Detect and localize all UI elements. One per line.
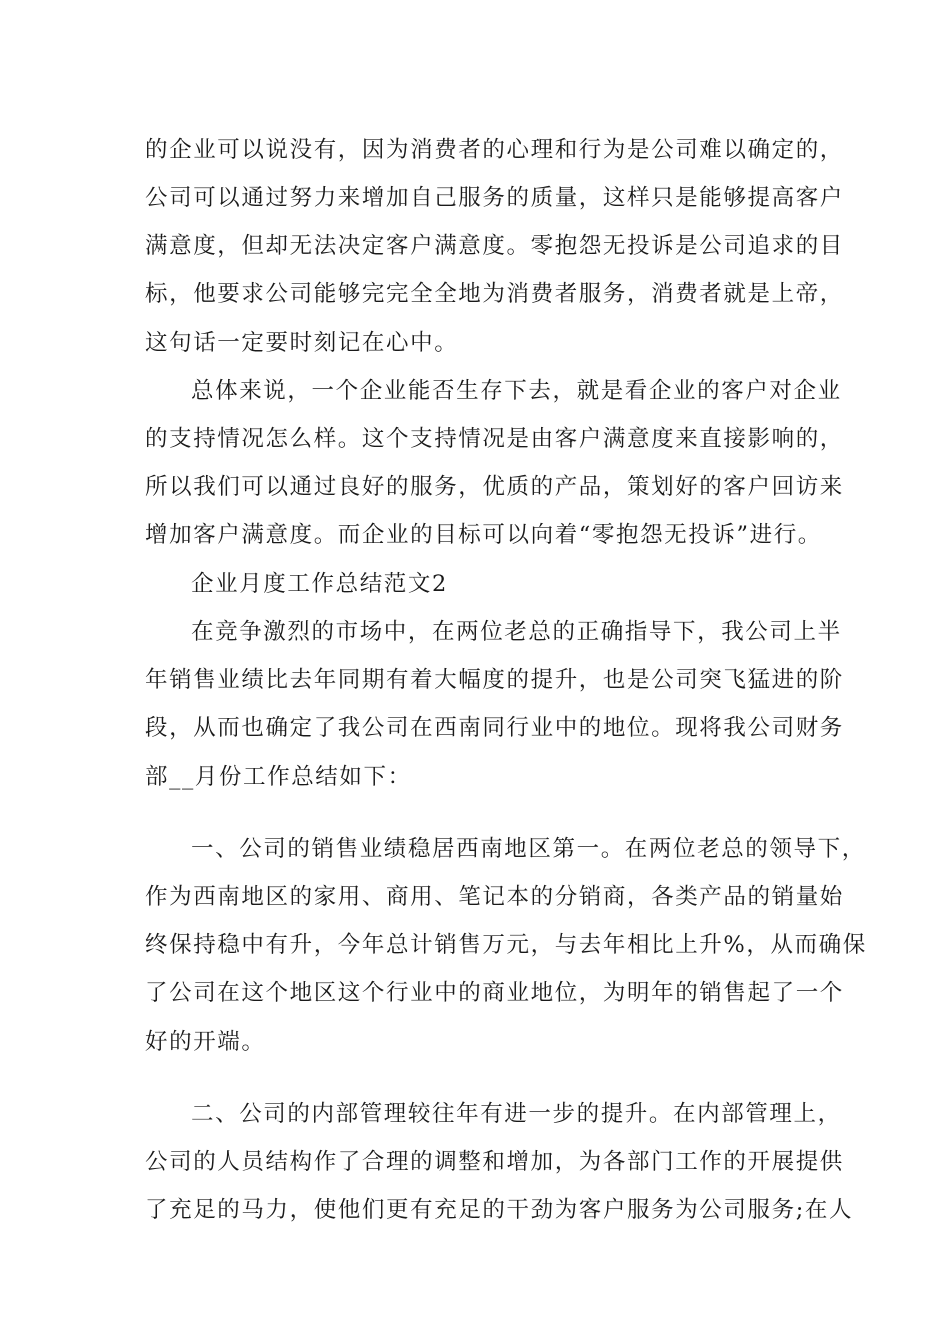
paragraph-1-line-4: 标，他要求公司能够完完全全地为消费者服务，消费者就是上帝， (145, 281, 844, 307)
paragraph-5-line-2: 公司的人员结构作了合理的调整和增加，为各部门工作的开展提供 (145, 1149, 844, 1175)
paragraph-2-line-1: 总体来说，一个企业能否生存下去，就是看企业的客户对企业 (191, 378, 842, 404)
paragraph-1-line-3: 满意度，但却无法决定客户满意度。零抱怨无投诉是公司追求的目 (145, 233, 844, 259)
paragraph-2-line-4: 增加客户满意度。而企业的目标可以向着“零抱怨无投诉”进行。 (145, 522, 822, 548)
paragraph-1-line-1: 的企业可以说没有，因为消费者的心理和行为是公司难以确定的， (145, 137, 844, 163)
paragraph-1-line-5: 这句话一定要时刻记在心中。 (145, 330, 459, 356)
paragraph-4-line-4: 了公司在这个地区这个行业中的商业地位，为明年的销售起了一个 (145, 980, 844, 1006)
paragraph-4-line-5: 好的开端。 (145, 1029, 266, 1055)
paragraph-1-line-2: 公司可以通过努力来增加自己服务的质量，这样只是能够提高客户 (145, 185, 844, 211)
paragraph-2-line-2: 的支持情况怎么样。这个支持情况是由客户满意度来直接影响的， (145, 426, 844, 452)
paragraph-2-line-3: 所以我们可以通过良好的服务，优质的产品，策划好的客户回访来 (145, 474, 844, 500)
paragraph-3-line-3: 段，从而也确定了我公司在西南同行业中的地位。现将我公司财务 (145, 715, 844, 741)
paragraph-4-line-3: 终保持稳中有升，今年总计销售万元，与去年相比上升%，从而确保 (145, 932, 867, 958)
paragraph-4-line-1: 一、公司的销售业绩稳居西南地区第一。在两位老总的领导下， (191, 836, 866, 862)
paragraph-3-line-2: 年销售业绩比去年同期有着大幅度的提升，也是公司突飞猛进的阶 (145, 667, 844, 693)
paragraph-3-line-1: 在竞争激烈的市场中，在两位老总的正确指导下，我公司上半 (191, 619, 842, 645)
paragraph-3-line-4: 部__月份工作总结如下： (145, 764, 412, 790)
paragraph-5-line-1: 二、公司的内部管理较往年有进一步的提升。在内部管理上， (191, 1101, 842, 1127)
paragraph-4-line-2: 作为西南地区的家用、商用、笔记本的分销商，各类产品的销量始 (145, 884, 844, 910)
section-heading: 企业月度工作总结范文2 (191, 571, 448, 597)
paragraph-5-line-3: 了充足的马力，使他们更有充足的干劲为客户服务为公司服务;在人 (145, 1197, 854, 1223)
